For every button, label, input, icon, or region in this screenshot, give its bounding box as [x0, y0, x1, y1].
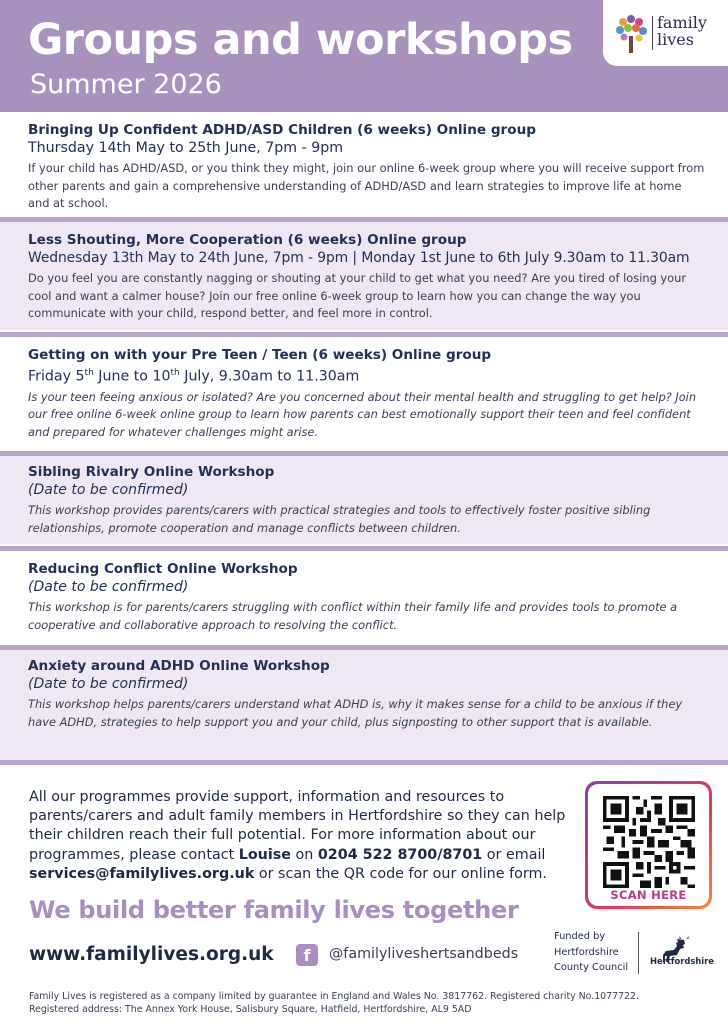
section-date: (Date to be confirmed) [28, 579, 189, 595]
section-date: Wednesday 13th May to 24th June, 7pm - 9pm | Monday 1st June to 6th July 9.30am to 11.30am [28, 250, 690, 266]
hertfordshire-stag-icon [648, 928, 708, 974]
section-title: Anxiety around ADHD Online Workshop [28, 658, 330, 674]
funded-by: Funded by Hertfordshire County Council [554, 931, 629, 973]
family-lives-logo [603, 0, 728, 66]
section-title: Less Shouting, More Cooperation (6 weeks) Online group [28, 232, 467, 248]
section-teen-group [0, 337, 728, 449]
email-link[interactable]: services@familylives.org.uk [29, 865, 255, 882]
facebook-icon[interactable]: f [296, 944, 318, 966]
qr-code[interactable] [603, 796, 695, 888]
section-adhd-asd-group [0, 117, 728, 215]
section-body: If your child has ADHD/ASD, or you think they might, join our online 6-week group where you will receive support from other parents and gain a comprehensive understanding of ADHD/ASD and learn strategies to improve life at home and at school. [28, 161, 705, 210]
slogan: We build better family lives together [29, 896, 519, 924]
contact-name: Louise [238, 846, 291, 863]
facebook-handle[interactable]: @familyliveshertsandbeds [329, 946, 519, 962]
scan-here-label: SCAN HERE [610, 888, 687, 902]
section-body: This workshop provides parents/carers with practical strategies and tools to effectively foster positive sibling relationships, promote cooperation and manage conflicts between children. [28, 503, 651, 535]
qr-code-panel[interactable] [585, 781, 712, 909]
hertfordshire-logo-text: Hertfordshire [650, 956, 714, 966]
section-body: This workshop is for parents/carers struggling with conflict within their family life and provides tools to promote a cooperative and collaborative approach to resolving the conflict. [28, 600, 678, 632]
section-date: (Date to be confirmed) [28, 482, 189, 498]
website-link[interactable]: www.familylives.org.uk [29, 944, 274, 965]
section-body: Is your teen feeing anxious or isolated? Are you concerned about their mental health and struggling to get help? Join our free online 6-week online group to learn how parents can best emotionally support their teen and feel confident and prepared for whatever challenges might arise. [28, 389, 697, 439]
section-title: Sibling Rivalry Online Workshop [28, 464, 275, 480]
section-title: Getting on with your Pre Teen / Teen (6 weeks) Online group [28, 347, 492, 363]
section-sibling-rivalry-workshop [0, 456, 728, 544]
logo-divider [652, 16, 653, 50]
section-divider [0, 760, 728, 765]
section-less-shouting-group [0, 222, 728, 330]
section-date: (Date to be confirmed) [28, 676, 189, 692]
page-title: Groups and workshops [28, 15, 573, 65]
section-anxiety-adhd-workshop [0, 650, 728, 760]
section-title: Reducing Conflict Online Workshop [28, 561, 298, 577]
section-date: Friday 5th June to 10th July, 9.30am to 11.30am [28, 368, 360, 385]
funder-divider [638, 932, 639, 974]
logo-wordmark: family lives [657, 13, 707, 49]
legal-notice: Family Lives is registered as a company limited by guarantee in England and Wales No. 3817762. Registered charity No.1077722. Registered address: The Annex York House, Salisbury Square, Hatfield, Hertfordshire, AL9 5AD [29, 991, 639, 1015]
section-body: Do you feel you are constantly nagging or shouting at your child to get what you need? Are you tired of losing your cool and want a calmer house? Join our free online 6-week group to learn how you can change the way you communicate with your child, respond better, and feel more in control. [28, 271, 687, 320]
section-title: Bringing Up Confident ADHD/ASD Children (6 weeks) Online group [28, 122, 537, 138]
family-tree-icon [613, 14, 649, 54]
section-body: This workshop helps parents/carers understand what ADHD is, why it makes sense for a child to be anxious if they have ADHD, strategies to help support you and your child, plus signposting to other support that is available. [28, 697, 683, 729]
contact-info: All our programmes provide support, information and resources to parents/carers and adult family members in Hertfordshire so they can help their children reach their full potential. For more information about our programmes, please contact Louise on 0204 522 8700/8701 or email services@familylives.org.uk or scan the QR code for our online form. [29, 789, 566, 882]
header-banner [0, 0, 728, 112]
page-subtitle: Summer 2026 [30, 69, 222, 100]
phone-number[interactable]: 0204 522 8700/8701 [317, 846, 483, 863]
section-date: Thursday 14th May to 25th June, 7pm - 9pm [28, 140, 344, 156]
section-reducing-conflict-workshop [0, 551, 728, 643]
